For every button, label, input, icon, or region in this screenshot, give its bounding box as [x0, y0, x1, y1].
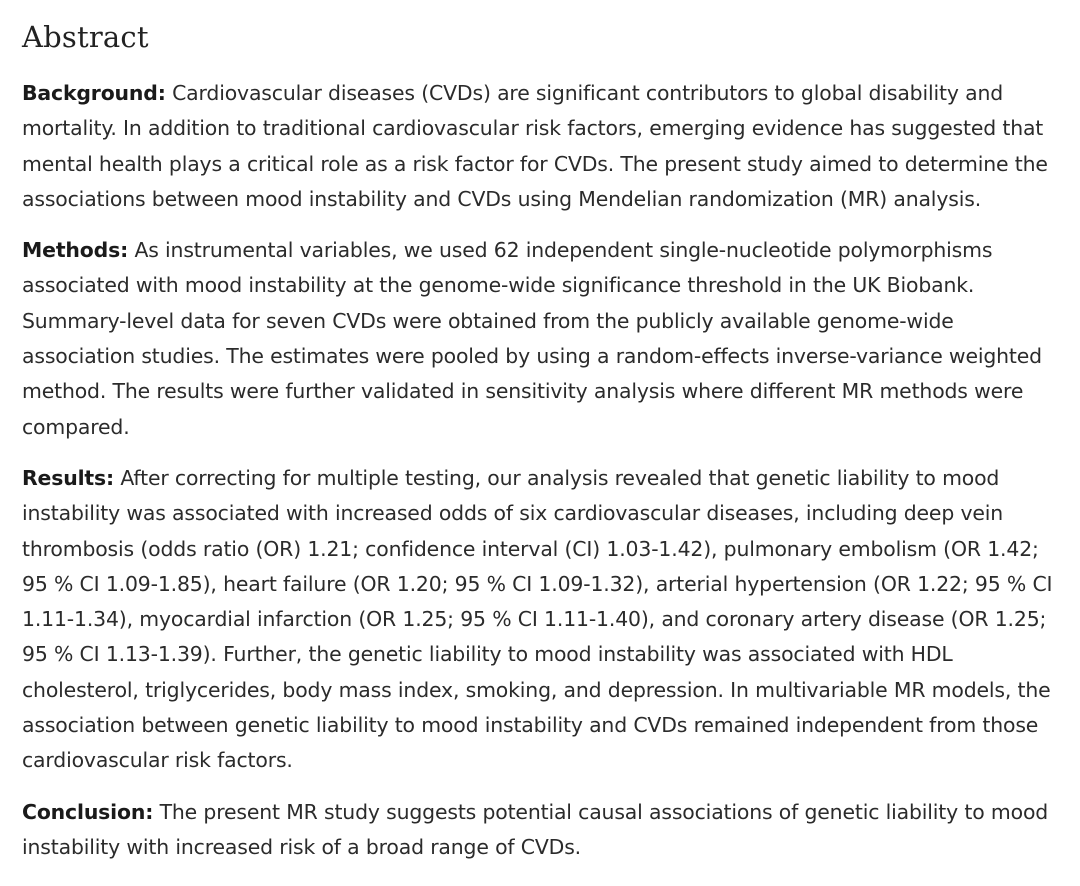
background-text: Cardiovascular diseases (CVDs) are significant contributors to global disability and mortality. In addition to traditional cardiovascular risk factors, emerging evidence has suggested that mental health plays a critical role as a risk factor for CVDs. The present study aimed to determine the associations between mood instability and CVDs using Mendelian randomization (MR) analysis.	[22, 81, 1048, 211]
methods-label: Methods:	[22, 238, 129, 263]
abstract-heading: Abstract	[22, 20, 149, 54]
methods-text: As instrumental variables, we used 62 independent single-nucleotide polymorphisms associated with mood instability at the genome-wide significance threshold in the UK Biobank. Summary-level data for seven CVDs were obtained from the publicly available genome-wide association studies. The estimates were pooled by using a random-effects inverse-variance weighted method. The results were further validated in sensitivity analysis where different MR methods were compared.	[22, 238, 1042, 439]
conclusion-label: Conclusion:	[22, 799, 154, 824]
results-text: After correcting for multiple testing, our analysis revealed that genetic liability to mood instability was associated with increased odds of six cardiovascular diseases, including deep vein thrombosis (odds ratio (OR) 1.21; confidence interval (CI) 1.03-1.42), pulmonary embolism (OR 1.42; 95 % CI 1.09-1.85), heart failure (OR 1.20; 95 % CI 1.09-1.32), arterial hypertension (OR 1.22; 95 % CI 1.11-1.34), myocardial infarction (OR 1.25; 95 % CI 1.11-1.40), and coronary artery disease (OR 1.25; 95 % CI 1.13-1.39). Further, the genetic liability to mood instability was associated with HDL cholesterol, triglycerides, body mass index, smoking, and depression. In multivariable MR models, the association between genetic liability to mood instability and CVDs remained independent from those cardiovascular risk factors.	[22, 465, 1053, 773]
results-paragraph	[22, 461, 1070, 779]
conclusion-text: The present MR study suggests potential causal associations of genetic liability to mood instability with increased risk of a broad range of CVDs.	[22, 799, 1049, 859]
results-label: Results:	[22, 465, 115, 490]
background-label: Background:	[22, 81, 166, 105]
methods-paragraph	[22, 233, 1070, 445]
background-paragraph	[22, 76, 1070, 217]
conclusion-paragraph	[22, 795, 1070, 866]
